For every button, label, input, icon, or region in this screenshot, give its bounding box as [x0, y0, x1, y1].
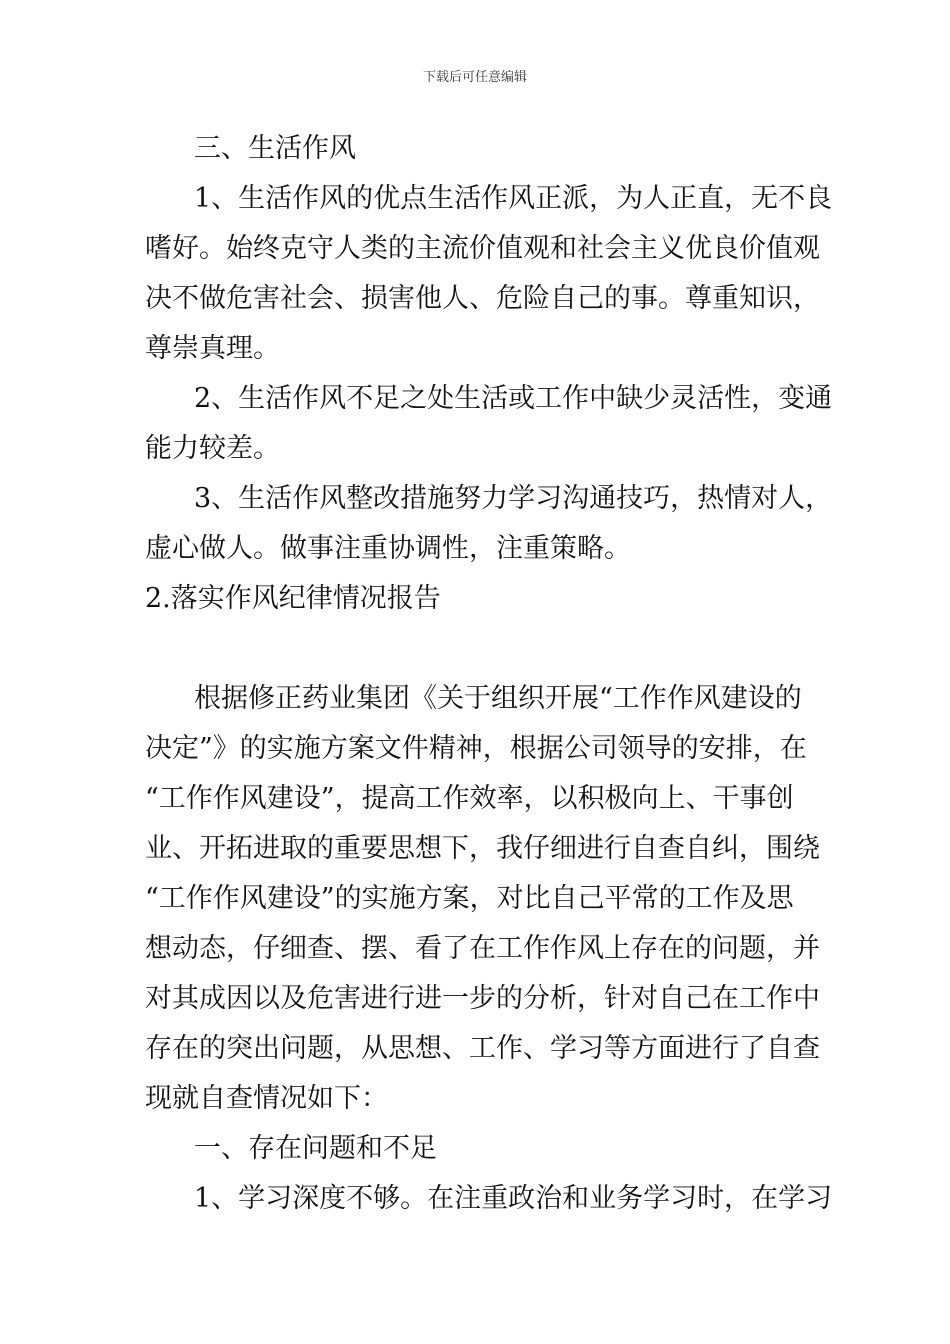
- paragraph-line: 2、生活作风不足之处生活或工作中缺少灵活性，变通: [194, 383, 833, 414]
- paragraph-line: 1、生活作风的优点生活作风正派，为人正直，无不良: [194, 183, 833, 214]
- page-header: 下载后可任意编辑: [422, 70, 527, 85]
- paragraph-line: “工作作风建设”，提高工作效率，以积极向上、干事创: [145, 783, 794, 814]
- paragraph-line: 嗜好。始终克守人类的主流价值观和社会主义优良价值观: [145, 233, 820, 264]
- paragraph-line: 决不做危害社会、损害他人、危险自己的事。尊重知识，: [145, 283, 820, 314]
- paragraph-line: 现就自查情况如下：: [145, 1083, 388, 1114]
- paragraph-line: 3、生活作风整改措施努力学习沟通技巧，热情对人，: [194, 483, 833, 514]
- paragraph-line: 存在的突出问题，从思想、工作、学习等方面进行了自查: [145, 1033, 820, 1064]
- paragraph-line: 想动态，仔细查、摆、看了在工作作风上存在的问题，并: [145, 933, 820, 964]
- report-title: 2.落实作风纪律情况报告: [145, 583, 441, 614]
- paragraph-line: 根据修正药业集团《关于组织开展“工作作风建设的: [194, 683, 802, 714]
- paragraph-line: 能力较差。: [145, 433, 280, 464]
- section-heading-lifestyle: 三、生活作风: [194, 133, 356, 164]
- section-heading-problems: 一、存在问题和不足: [194, 1133, 437, 1164]
- paragraph-line: 对其成因以及危害进行进一步的分析，针对自己在工作中: [145, 983, 820, 1014]
- paragraph-line: “工作作风建设”的实施方案，对比自己平常的工作及思: [145, 883, 794, 914]
- paragraph-line: 业、开拓进取的重要思想下，我仔细进行自查自纠，围绕: [145, 833, 820, 864]
- paragraph-line: 1、学习深度不够。在注重政治和业务学习时，在学习: [194, 1183, 833, 1214]
- paragraph-line: 决定”》的实施方案文件精神，根据公司领导的安排，在: [145, 733, 807, 764]
- paragraph-line: 虚心做人。做事注重协调性，注重策略。: [145, 533, 631, 564]
- paragraph-line: 尊崇真理。: [145, 333, 280, 364]
